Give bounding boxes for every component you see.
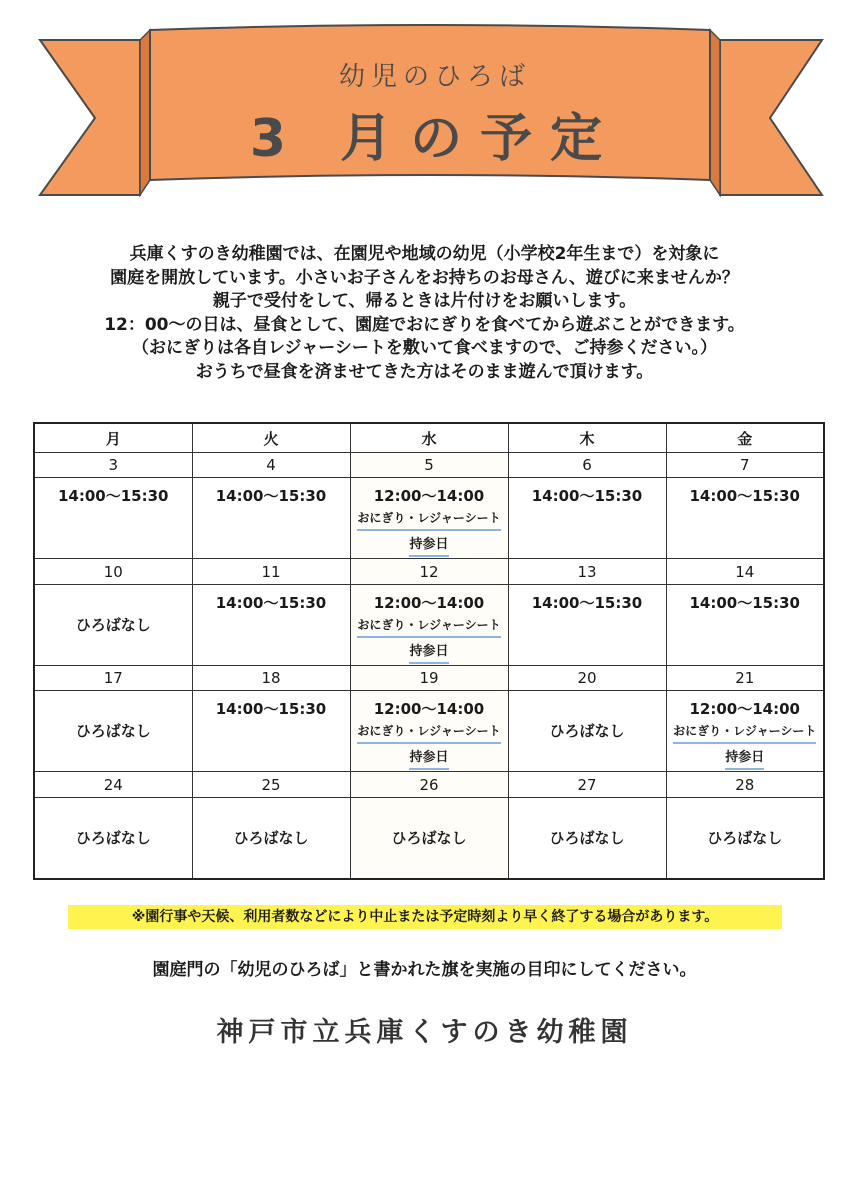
school-name: 神戸市立兵庫くすのき幼稚園 [216,1017,633,1048]
date-number-fri: 7 [666,453,824,478]
schedule-cell-fri [666,797,824,879]
schedule-cell-tue [192,691,350,772]
time-range: 12:00～14:00 [373,487,485,506]
caution-note [68,905,782,929]
schedule-cell-thu [508,478,666,559]
date-number-mon: 17 [34,665,192,690]
date-number-thu: 27 [508,772,666,797]
time-range: 12:00～14:00 [373,593,485,612]
caution-text: ※園行事や天候、利用者数などにより中止または予定時刻より早く終了する場合があります。 [131,909,719,925]
schedule-calendar [33,422,825,880]
date-number-wed: 26 [350,772,508,797]
schedule-cell-tue [192,478,350,559]
schedule-cell-mon [34,691,192,772]
cell-content [193,694,350,768]
schedule-row [34,584,824,665]
cell-content [509,588,666,662]
date-number-tue: 4 [192,453,350,478]
schedule-cell-wed [350,797,508,879]
weekday-header-tue: 火 [192,423,350,453]
date-number-thu: 6 [508,453,666,478]
schedule-cell-fri [666,691,824,772]
time-range: 14:00～15:30 [58,487,169,506]
calendar-body [34,453,824,880]
date-number-fri: 14 [666,559,824,584]
date-number-wed: 19 [350,665,508,690]
date-number-fri: 21 [666,665,824,690]
bring-day-label: 持参日 [409,748,448,770]
cell-content [667,694,824,768]
bring-day-label: 持参日 [409,535,448,557]
time-range: 12:00～14:00 [689,700,800,719]
date-number-tue: 11 [192,559,350,584]
cell-content [509,801,666,875]
date-number-fri: 28 [666,772,824,797]
date-row [34,665,824,690]
date-number-thu: 20 [508,665,666,690]
intro-line: 12：00～の日は、昼食として、園庭でおにぎりを食べてから遊ぶことができます。 [104,314,745,335]
cell-content [509,694,666,768]
date-number-thu: 13 [508,559,666,584]
schedule-cell-thu [508,691,666,772]
intro-line: 兵庫くすのき幼稚園では、在園児や地域の幼児（小学校2年生まで）を対象に [129,244,720,264]
bring-items-note: おにぎり・レジャーシート [673,720,816,744]
schedule-cell-mon [34,797,192,879]
schedule-cell-thu [508,584,666,665]
schedule-cell-wed [350,691,508,772]
bring-day-label: 持参日 [725,748,764,770]
intro-line: 親子で受付をして、帰るときは片付けをお願いします。 [212,291,637,311]
banner-title: 3 月の予定 [249,109,621,169]
date-row [34,559,824,584]
closed-label: ひろばなし [75,722,151,741]
date-number-tue: 18 [192,665,350,690]
weekday-header-fri: 金 [666,423,824,453]
weekday-header-mon: 月 [34,423,192,453]
cell-content [351,588,508,662]
time-range: 14:00～15:30 [689,487,800,506]
schedule-cell-fri [666,584,824,665]
schedule-cell-tue [192,797,350,879]
title-banner [0,0,849,215]
schedule-row [34,797,824,879]
cell-content [667,481,824,555]
date-row [34,453,824,478]
time-range: 14:00～15:30 [531,593,643,612]
bring-items-note: おにぎり・レジャーシート [357,507,500,531]
cell-content [193,588,350,662]
weekday-header-row [34,423,824,453]
cell-content [35,694,192,768]
date-number-mon: 10 [34,559,192,584]
closed-label: ひろばなし [549,828,625,847]
flag-instruction: 園庭門の「幼児のひろば」と書かれた旗を実施の目印にしてください。 [152,960,697,980]
closed-label: ひろばなし [75,828,151,847]
time-range: 12:00～14:00 [373,700,485,719]
bring-day-label: 持参日 [409,642,448,664]
cell-content [193,801,350,875]
banner-subtitle: 幼児のひろば [338,62,531,92]
closed-label: ひろばなし [391,828,467,847]
schedule-cell-mon [34,478,192,559]
time-range: 14:00～15:30 [531,487,643,506]
date-number-tue: 25 [192,772,350,797]
schedule-cell-thu [508,797,666,879]
schedule-row [34,478,824,559]
time-range: 14:00～15:30 [689,593,800,612]
schedule-cell-fri [666,478,824,559]
cell-content [193,481,350,555]
closed-label: ひろばなし [75,615,151,634]
schedule-row [34,691,824,772]
intro-line: 園庭を開放しています。小さいお子さんをお持ちのお母さん、遊びに来ませんか？ [110,267,739,288]
schedule-cell-wed [350,584,508,665]
cell-content [667,588,824,662]
cell-content [35,481,192,555]
bring-items-note: おにぎり・レジャーシート [357,614,500,638]
date-number-mon: 3 [34,453,192,478]
cell-content [351,481,508,555]
date-number-wed: 5 [350,453,508,478]
intro-text [20,243,829,384]
weekday-header-thu: 木 [508,423,666,453]
schedule-cell-wed [350,478,508,559]
cell-content [667,801,824,875]
time-range: 14:00～15:30 [215,487,327,506]
intro-line: （おにぎりは各自レジャーシートを敷いて食べますので、ご持参ください。） [131,338,718,358]
weekday-header-wed: 水 [350,423,508,453]
schedule-cell-mon [34,584,192,665]
cell-content [35,801,192,875]
closed-label: ひろばなし [707,828,783,847]
time-range: 14:00～15:30 [215,700,327,719]
time-range: 14:00～15:30 [215,593,327,612]
date-row [34,772,824,797]
closed-label: ひろばなし [549,722,625,741]
date-number-wed: 12 [350,559,508,584]
intro-line: おうちで昼食を済ませてきた方はそのまま遊んで頂けます。 [195,361,654,382]
bring-items-note: おにぎり・レジャーシート [357,720,500,744]
schedule-cell-tue [192,584,350,665]
cell-content [351,694,508,768]
cell-content [509,481,666,555]
date-number-mon: 24 [34,772,192,797]
cell-content [35,588,192,662]
closed-label: ひろばなし [233,828,309,847]
cell-content [351,801,508,875]
